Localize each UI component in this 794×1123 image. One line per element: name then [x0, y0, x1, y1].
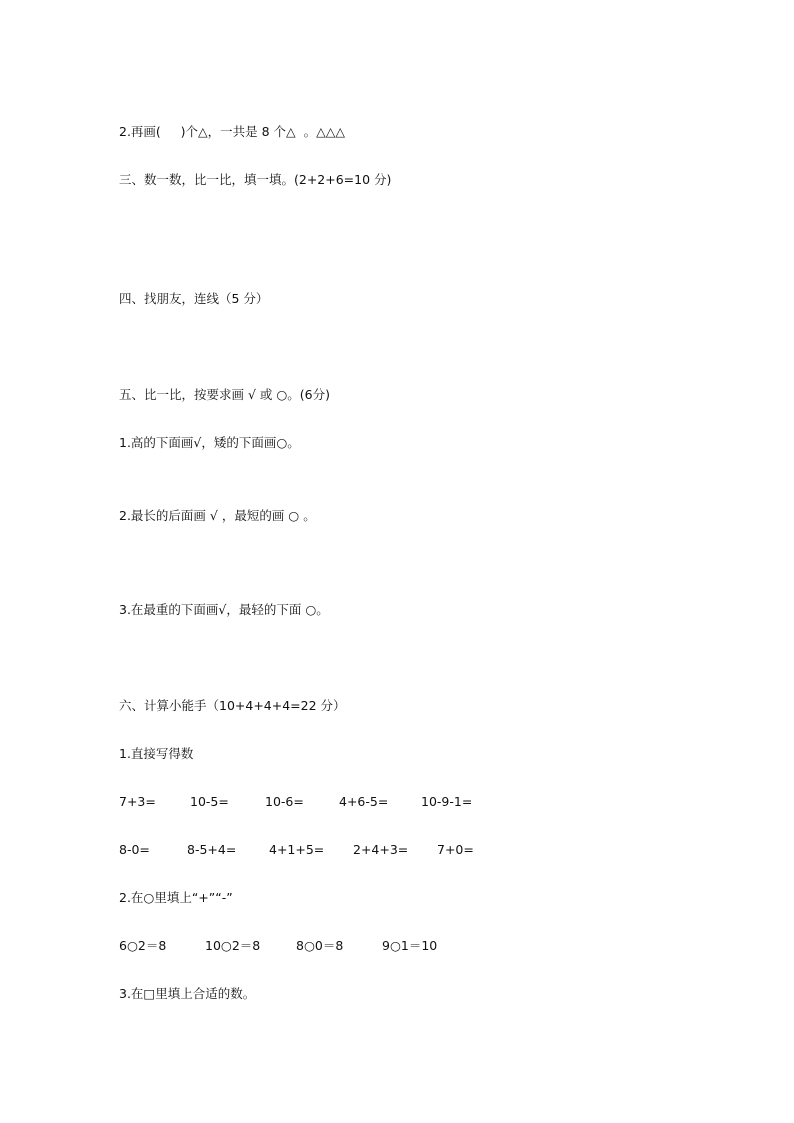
calc-item: 7+3=: [119, 794, 156, 809]
fill-sign-item: 6○2＝8: [119, 938, 167, 953]
fill-sign-item: 8○0＝8: [296, 938, 344, 953]
calc-item: 4+1+5=: [269, 842, 325, 857]
section-three-heading: 三、数一数，比一比，填一填。(2+2+6=10 分): [119, 172, 392, 187]
question-heavy-light: 3.在最重的下面画√，最轻的下面 ○。: [119, 602, 329, 617]
calc-item: 10-5=: [190, 794, 229, 809]
calc-item: 10-6=: [265, 794, 304, 809]
question-long-short: 2.最长的后面画 √ ，最短的画 ○ 。: [119, 508, 316, 523]
calc-item: 8-0=: [119, 842, 150, 857]
question-tall-short: 1.高的下面画√，矮的下面画○。: [119, 435, 300, 450]
question-draw-triangles: 2.再画( )个△，一共是 8 个△ 。△△△: [119, 124, 345, 139]
question-fill-signs: 2.在○里填上“+”“-”: [119, 890, 233, 905]
question-direct-calc: 1.直接写得数: [119, 746, 194, 761]
section-six-heading: 六、计算小能手（10+4+4+4=22 分）: [119, 698, 346, 713]
calc-item: 8-5+4=: [187, 842, 237, 857]
calc-item: 2+4+3=: [353, 842, 409, 857]
fill-sign-item: 9○1＝10: [382, 938, 438, 953]
section-four-heading: 四、找朋友，连线（5 分）: [119, 291, 269, 306]
question-fill-numbers: 3.在□里填上合适的数。: [119, 986, 256, 1001]
fill-sign-item: 10○2＝8: [205, 938, 261, 953]
calc-item: 7+0=: [437, 842, 474, 857]
calc-item: 4+6-5=: [339, 794, 389, 809]
section-five-heading: 五、比一比，按要求画 √ 或 ○。(6分): [119, 387, 330, 402]
calc-item: 10-9-1=: [421, 794, 473, 809]
